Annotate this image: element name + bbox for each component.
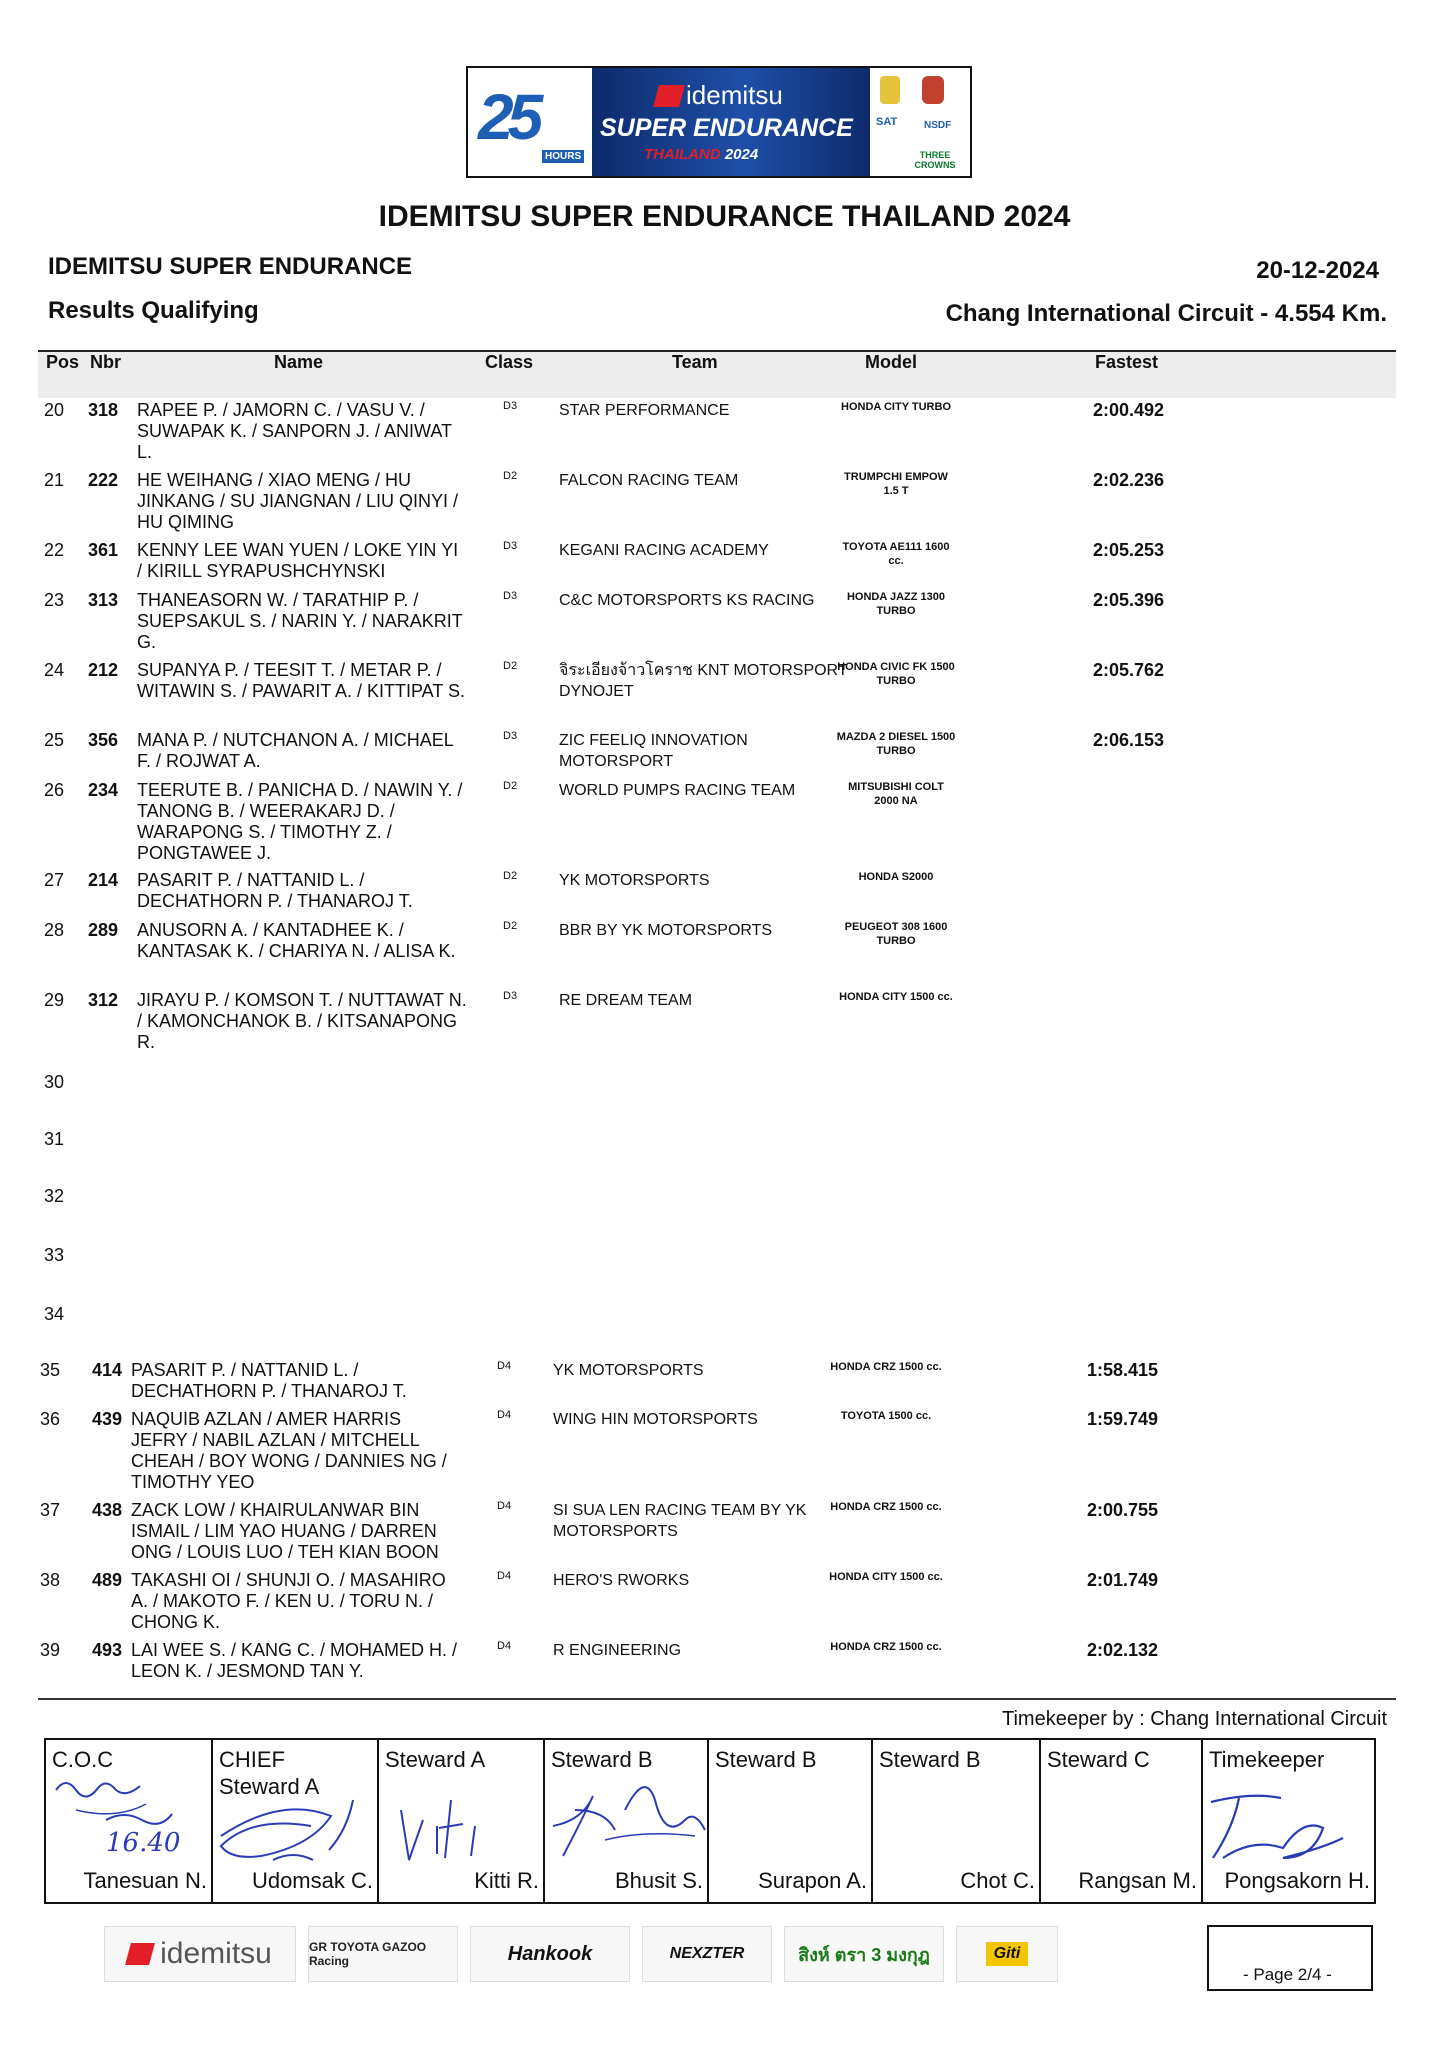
pos-cell: 35 bbox=[40, 1360, 61, 1380]
fastest-cell: 2:05.762 bbox=[1093, 660, 1165, 680]
model-cell: TRUMPCHI EMPOW 1.5 T bbox=[844, 471, 948, 497]
signature-name: Udomsak C. bbox=[251, 1868, 373, 1893]
col-nbr: Nbr bbox=[90, 352, 121, 372]
logo-country: THAILAND bbox=[644, 146, 721, 163]
nbr-cell: 356 bbox=[88, 730, 119, 750]
fastest-cell: 1:58.415 bbox=[1087, 1360, 1159, 1380]
fastest-cell: 2:06.153 bbox=[1093, 730, 1165, 750]
signature-role: CHIEF Steward A bbox=[219, 1747, 320, 1799]
idemitsu-mark-icon bbox=[125, 1943, 155, 1965]
name-cell: TAKASHI OI / SHUNJI O. / MASAHIRO A. / MAKOTO F. / KEN U. / TORU N. / CHONG K. bbox=[131, 1570, 446, 1632]
signature-cell bbox=[1203, 1740, 1374, 1902]
nbr-cell: 222 bbox=[88, 470, 119, 490]
signature-cell bbox=[1041, 1740, 1203, 1902]
signature-role: C.O.C bbox=[52, 1747, 114, 1772]
class-cell: D4 bbox=[497, 1500, 512, 1512]
sponsor-name: Hankook bbox=[507, 1942, 593, 1965]
model-cell: MAZDA 2 DIESEL 1500 TURBO bbox=[836, 731, 956, 757]
nbr-cell: 313 bbox=[88, 590, 119, 610]
fastest-cell: 2:00.755 bbox=[1087, 1500, 1159, 1520]
series-name: IDEMITSU SUPER ENDURANCE bbox=[48, 253, 413, 280]
event-logo bbox=[466, 66, 972, 178]
name-cell: THANEASORN W. / TARATHIP P. / SUEPSAKUL S. / NARIN Y. / NARAKRIT G. bbox=[137, 590, 463, 652]
name-cell: PASARIT P. / NATTANID L. / DECHATHORN P. / THANAROJ T. bbox=[137, 870, 413, 911]
signature-role: Steward B bbox=[879, 1747, 981, 1772]
sponsor-name: สิงห์ ตรา 3 มงกุฎ bbox=[798, 1944, 930, 1965]
model-cell: HONDA CITY 1500 cc. bbox=[839, 991, 953, 1003]
signature-name: Kitti R. bbox=[474, 1868, 539, 1893]
model-cell: MITSUBISHI COLT 2000 NA bbox=[848, 781, 944, 807]
team-cell: HERO'S RWORKS bbox=[553, 1572, 690, 1589]
table-header bbox=[38, 350, 1396, 398]
name-cell: KENNY LEE WAN YUEN / LOKE YIN YI / KIRILL SYRAPUSHCHYNSKI bbox=[137, 540, 459, 581]
sponsor-logo bbox=[308, 1926, 458, 1982]
pos-cell: 31 bbox=[44, 1129, 65, 1149]
emblem-icon bbox=[880, 76, 900, 104]
signature-cell bbox=[379, 1740, 545, 1902]
nbr-cell: 234 bbox=[88, 780, 119, 800]
pos-cell: 29 bbox=[44, 990, 65, 1010]
circuit-name: Chang International Circuit - 4.554 Km. bbox=[945, 300, 1387, 327]
signature-table bbox=[44, 1738, 1376, 1904]
pos-cell: 33 bbox=[44, 1245, 65, 1265]
fastest-cell: 2:00.492 bbox=[1093, 400, 1165, 420]
model-cell: HONDA S2000 bbox=[858, 871, 934, 883]
signature-cell bbox=[545, 1740, 709, 1902]
sponsor-name: GR TOYOTA GAZOO Racing bbox=[309, 1940, 427, 1968]
signature-cell bbox=[213, 1740, 379, 1902]
signature-name: Chot C. bbox=[960, 1868, 1035, 1893]
three-crowns-logo: THREE CROWNS bbox=[914, 150, 956, 170]
fastest-cell: 2:05.253 bbox=[1093, 540, 1165, 560]
pos-cell: 34 bbox=[44, 1304, 65, 1324]
model-cell: HONDA CRZ 1500 cc. bbox=[830, 1361, 942, 1373]
signature-role: Steward B bbox=[551, 1747, 653, 1772]
nbr-cell: 312 bbox=[88, 990, 119, 1010]
signature-name: Surapon A. bbox=[758, 1868, 867, 1893]
signature-cell bbox=[873, 1740, 1041, 1902]
signature-role: Steward B bbox=[715, 1747, 817, 1772]
nsdf-logo: NSDF bbox=[924, 120, 952, 131]
col-class: Class bbox=[485, 352, 534, 372]
name-cell: HE WEIHANG / XIAO MENG / HU JINKANG / SU JIANGNAN / LIU QINYI / HU QIMING bbox=[137, 470, 459, 532]
team-cell: ZIC FEELIQ INNOVATION MOTORSPORT bbox=[559, 732, 748, 770]
pos-cell: 39 bbox=[40, 1640, 61, 1660]
nbr-cell: 414 bbox=[92, 1360, 123, 1380]
col-name: Name bbox=[274, 352, 324, 372]
team-cell: BBR BY YK MOTORSPORTS bbox=[559, 922, 773, 939]
team-cell: YK MOTORSPORTS bbox=[553, 1362, 704, 1379]
logo-number: 25 bbox=[478, 81, 538, 153]
logo-country-year bbox=[644, 146, 758, 163]
fastest-cell: 2:01.749 bbox=[1087, 1570, 1159, 1590]
nbr-cell: 214 bbox=[88, 870, 119, 890]
class-cell: D4 bbox=[497, 1409, 512, 1421]
model-cell: HONDA CITY 1500 cc. bbox=[829, 1571, 943, 1583]
idemitsu-brand bbox=[656, 80, 783, 111]
footer-divider bbox=[38, 1698, 1396, 1700]
class-cell: D3 bbox=[503, 730, 518, 742]
sponsor-logo bbox=[470, 1926, 630, 1982]
timekeeper-line: Timekeeper by : Chang International Circuit bbox=[1002, 1708, 1387, 1730]
pos-cell: 30 bbox=[44, 1072, 65, 1092]
signature-role: Timekeeper bbox=[1209, 1747, 1325, 1772]
signature-role: Steward C bbox=[1047, 1747, 1150, 1772]
pos-cell: 21 bbox=[44, 470, 65, 490]
pos-cell: 38 bbox=[40, 1570, 61, 1590]
class-cell: D2 bbox=[503, 780, 518, 792]
team-cell: YK MOTORSPORTS bbox=[559, 872, 710, 889]
session-title: Results Qualifying bbox=[48, 297, 259, 324]
sponsor-logo bbox=[642, 1926, 772, 1982]
name-cell: TEERUTE B. / PANICHA D. / NAWIN Y. / TANONG B. / WEERAKARJ D. / WARAPONG S. / TIMOTHY Z. / PONGTAWEE J. bbox=[137, 780, 463, 863]
class-cell: D4 bbox=[497, 1640, 512, 1652]
col-team: Team bbox=[672, 352, 718, 372]
pos-cell: 22 bbox=[44, 540, 65, 560]
sat-logo: SAT bbox=[876, 116, 898, 128]
event-date: 20-12-2024 bbox=[1256, 257, 1379, 284]
signature-name: Rangsan M. bbox=[1078, 1868, 1197, 1893]
sponsor-logo bbox=[104, 1926, 296, 1982]
name-cell: LAI WEE S. / KANG C. / MOHAMED H. / LEON K. / JESMOND TAN Y. bbox=[131, 1640, 458, 1681]
fastest-cell: 2:02.132 bbox=[1087, 1640, 1159, 1660]
class-cell: D4 bbox=[497, 1570, 512, 1582]
team-cell: WING HIN MOTORSPORTS bbox=[553, 1411, 758, 1428]
team-cell: R ENGINEERING bbox=[553, 1642, 682, 1659]
name-cell: JIRAYU P. / KOMSON T. / NUTTAWAT N. / KAMONCHANOK B. / KITSANAPONG R. bbox=[137, 990, 467, 1052]
logo-series: SUPER ENDURANCE bbox=[600, 114, 853, 142]
crest-icon bbox=[922, 76, 944, 104]
name-cell: PASARIT P. / NATTANID L. / DECHATHORN P. / THANAROJ T. bbox=[131, 1360, 407, 1401]
25-hours-logo bbox=[468, 68, 592, 176]
team-cell: KEGANI RACING ACADEMY bbox=[559, 542, 769, 559]
signature-cell bbox=[46, 1740, 213, 1902]
sponsor-logo bbox=[784, 1926, 944, 1982]
class-cell: D2 bbox=[503, 470, 518, 482]
nbr-cell: 289 bbox=[88, 920, 119, 940]
page-number: - Page 2/4 - bbox=[1243, 1965, 1332, 1984]
signature-cell bbox=[709, 1740, 873, 1902]
nbr-cell: 438 bbox=[92, 1500, 123, 1520]
fastest-cell: 2:02.236 bbox=[1093, 470, 1165, 490]
pos-cell: 28 bbox=[44, 920, 65, 940]
fastest-cell: 1:59.749 bbox=[1087, 1409, 1159, 1429]
team-cell: SI SUA LEN RACING TEAM BY YK MOTORSPORTS bbox=[553, 1502, 807, 1540]
pos-cell: 24 bbox=[44, 660, 65, 680]
class-cell: D3 bbox=[503, 540, 518, 552]
name-cell: NAQUIB AZLAN / AMER HARRIS JEFRY / NABIL AZLAN / MITCHELL CHEAH / BOY WONG / DANNIES NG / TIMOTHY YEO bbox=[131, 1409, 447, 1492]
pos-cell: 23 bbox=[44, 590, 65, 610]
team-cell: WORLD PUMPS RACING TEAM bbox=[559, 782, 796, 799]
pos-cell: 32 bbox=[44, 1186, 65, 1206]
signature-role: Steward A bbox=[385, 1747, 486, 1772]
team-cell: FALCON RACING TEAM bbox=[559, 472, 739, 489]
nbr-cell: 361 bbox=[88, 540, 119, 560]
nbr-cell: 493 bbox=[92, 1640, 123, 1660]
sponsor-logo bbox=[956, 1926, 1058, 1982]
nbr-cell: 212 bbox=[88, 660, 119, 680]
pos-cell: 27 bbox=[44, 870, 65, 890]
sponsor-name: idemitsu bbox=[160, 1937, 272, 1970]
class-cell: D4 bbox=[497, 1360, 512, 1372]
class-cell: D2 bbox=[503, 660, 518, 672]
idemitsu-mark-icon bbox=[653, 85, 685, 107]
team-cell: จิระเอียงจ้าวโคราช KNT MOTORSPORT DYNOJET bbox=[559, 662, 848, 700]
model-cell: HONDA CRZ 1500 cc. bbox=[830, 1641, 942, 1653]
team-cell: C&C MOTORSPORTS KS RACING bbox=[559, 592, 815, 609]
idemitsu-banner bbox=[592, 68, 870, 176]
pos-cell: 37 bbox=[40, 1500, 61, 1520]
col-model: Model bbox=[865, 352, 917, 372]
nbr-cell: 439 bbox=[92, 1409, 123, 1429]
handwritten-time: 16.40 bbox=[106, 1828, 181, 1858]
class-cell: D2 bbox=[503, 920, 518, 932]
class-cell: D2 bbox=[503, 870, 518, 882]
signature-name: Bhusit S. bbox=[614, 1868, 703, 1893]
class-cell: D3 bbox=[503, 990, 518, 1002]
sponsor-strip bbox=[104, 1926, 1058, 1982]
model-cell: HONDA CRZ 1500 cc. bbox=[830, 1501, 942, 1513]
page-number-box bbox=[1207, 1925, 1373, 1991]
model-cell: HONDA JAZZ 1300 TURBO bbox=[846, 591, 945, 617]
model-cell: HONDA CIVIC FK 1500 TURBO bbox=[837, 661, 955, 687]
logo-year: 2024 bbox=[724, 146, 759, 163]
team-cell: RE DREAM TEAM bbox=[559, 992, 693, 1009]
pos-cell: 36 bbox=[40, 1409, 61, 1429]
nbr-cell: 318 bbox=[88, 400, 119, 420]
sponsor-name: Giti bbox=[986, 1942, 1029, 1966]
name-cell: ANUSORN A. / KANTADHEE K. / KANTASAK K. / CHARIYA N. / ALISA K. bbox=[137, 920, 456, 961]
page-title: IDEMITSU SUPER ENDURANCE THAILAND 2024 bbox=[378, 200, 1071, 233]
sponsor-name: NEXZTER bbox=[669, 1945, 745, 1962]
pos-cell: 25 bbox=[44, 730, 65, 750]
idemitsu-brand-text: idemitsu bbox=[686, 80, 783, 110]
col-pos: Pos bbox=[46, 352, 80, 372]
col-fastest: Fastest bbox=[1095, 352, 1159, 372]
model-cell: HONDA CITY TURBO bbox=[841, 401, 951, 413]
class-cell: D3 bbox=[503, 400, 518, 412]
model-cell: PEUGEOT 308 1600 TURBO bbox=[844, 921, 948, 947]
signature-name: Tanesuan N. bbox=[83, 1868, 207, 1893]
sanction-logos bbox=[870, 68, 970, 176]
nbr-cell: 489 bbox=[92, 1570, 123, 1590]
pos-cell: 26 bbox=[44, 780, 65, 800]
logo-hours: HOURS bbox=[542, 150, 584, 163]
name-cell: MANA P. / NUTCHANON A. / MICHAEL F. / ROJWAT A. bbox=[137, 730, 454, 771]
team-cell: STAR PERFORMANCE bbox=[559, 402, 730, 419]
pos-cell: 20 bbox=[44, 400, 65, 420]
name-cell: SUPANYA P. / TEESIT T. / METAR P. / WITAWIN S. / PAWARIT A. / KITTIPAT S. bbox=[137, 660, 466, 701]
fastest-cell: 2:05.396 bbox=[1093, 590, 1165, 610]
name-cell: ZACK LOW / KHAIRULANWAR BIN ISMAIL / LIM YAO HUANG / DARREN ONG / LOUIS LUO / TEH KIAN BOON bbox=[131, 1500, 439, 1562]
model-cell: TOYOTA AE111 1600 cc. bbox=[842, 541, 950, 567]
signature-name: Pongsakorn H. bbox=[1224, 1868, 1370, 1893]
name-cell: RAPEE P. / JAMORN C. / VASU V. / SUWAPAK K. / SANPORN J. / ANIWAT L. bbox=[137, 400, 452, 462]
model-cell: TOYOTA 1500 cc. bbox=[840, 1410, 932, 1422]
class-cell: D3 bbox=[503, 590, 518, 602]
